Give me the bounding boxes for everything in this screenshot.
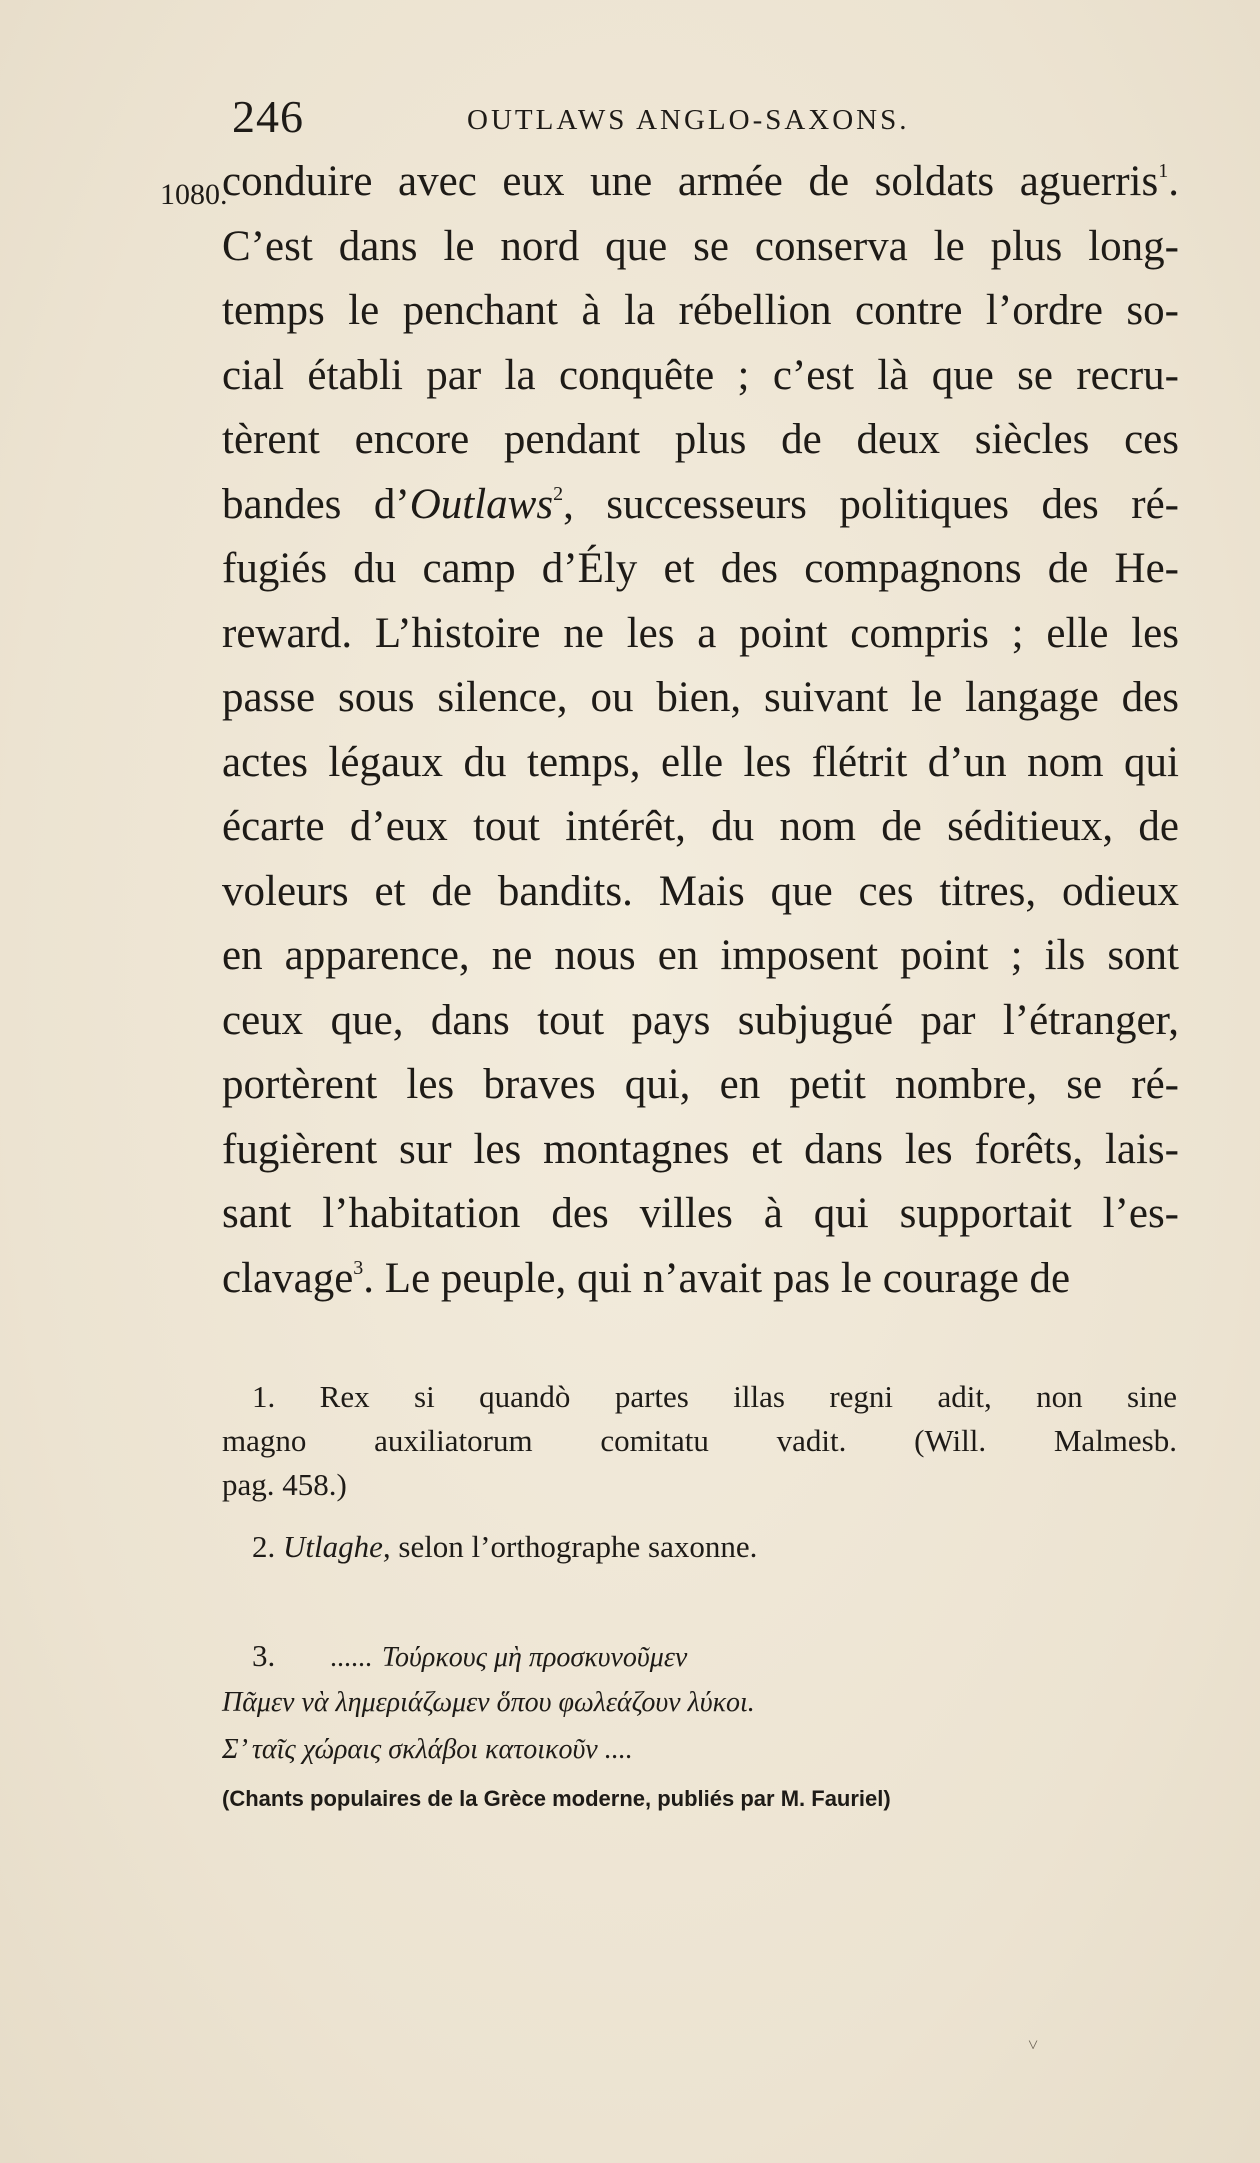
running-title: OUTLAWS ANGLO-SAXONS. [467,104,910,136]
footnote-1: 1. Rex si quandò partes illas regni adit, non sine [252,1379,1177,1414]
text-line: fugièrent sur les montagnes et dans les forêts, lais- [222,1125,1179,1173]
text-line: clavage$^3$. Le peuple, qui n’avait pas le courage de [222,1254,1071,1302]
greek-verse-line: Σ’ ταῖς χώραις σκλάβοι κατοικοῦν .... [222,1734,633,1765]
text-line: portèrent les braves qui, en petit nombre, se ré- [222,1061,1179,1108]
text-line: tèrent encore pendant plus de deux siècles ces [222,416,1179,463]
text-line: C’est dans le nord que se conserva le plus long- [222,222,1179,270]
footnote-1-cont: pag. 458.) [222,1467,347,1502]
footnotes [222,1375,1182,1569]
italic-term: Outlaws [409,480,554,528]
text-line: actes légaux du temps, elle les flétrit d’un nom qui [222,738,1179,786]
page-number: 246 [232,91,304,142]
text-line: bandes d’Outlaws$^2$, successeurs politiques des ré- [222,480,1179,528]
footnote-ref: 2 [553,482,564,505]
margin-year: 1080. [160,178,228,211]
text-line: temps le penchant à la rébellion contre l’ordre so- [222,287,1179,334]
footnote-3 [222,1632,1182,1819]
text-line: écarte d’eux tout intérêt, du nom de séditieux, de [222,803,1179,850]
text-line: reward. L’histoire ne les a point compris ; elle les [222,609,1179,657]
main-text [222,150,1182,1311]
footnote-ref: 1 [1158,160,1169,182]
footnote-2: 2. Utlaghe, selon l’orthographe saxonne. [252,1529,758,1564]
text-line: passe sous silence, ou bien, suivant le langage des [222,674,1179,721]
page-header [232,90,1032,150]
text-line: cial établi par la conquête ; c’est là que se recru- [222,351,1179,399]
footnote-1-cont: magno auxiliatorum comitatu vadit. (Will. Malmesb. [222,1423,1177,1458]
text-line: ceux que, dans tout pays subjugué par l’étranger, [222,996,1179,1044]
text-line: voleurs et de bandits. Mais que ces titres, odieux [222,867,1179,915]
italic-term: Utlaghe, [283,1529,391,1564]
text-line: en apparence, ne nous en imposent point ; ils sont [222,932,1179,979]
text-line: conduire avec eux une armée de soldats aguerris$^1$. [222,158,1179,205]
footnote-ref: 3 [353,1256,364,1279]
text-line: sant l’habitation des villes à qui supportait l’es- [222,1190,1179,1237]
text-line: fugiés du camp d’Ély et des compagnons de He- [222,545,1179,592]
greek-verse-line: Πᾶμεν νὰ λημεριάζωμεν ὅπου φωλεάζουν λύκοι. [222,1687,755,1718]
greek-verse-line: 3. ...... Τούρκους μὴ προσκυνοῦμεν [252,1638,688,1673]
footnote-source: (Chants populaires de la Grèce moderne, publiés par M. Fauriel) [222,1786,891,1811]
scan-mark-icon: ˅ [1028,2035,1039,2055]
